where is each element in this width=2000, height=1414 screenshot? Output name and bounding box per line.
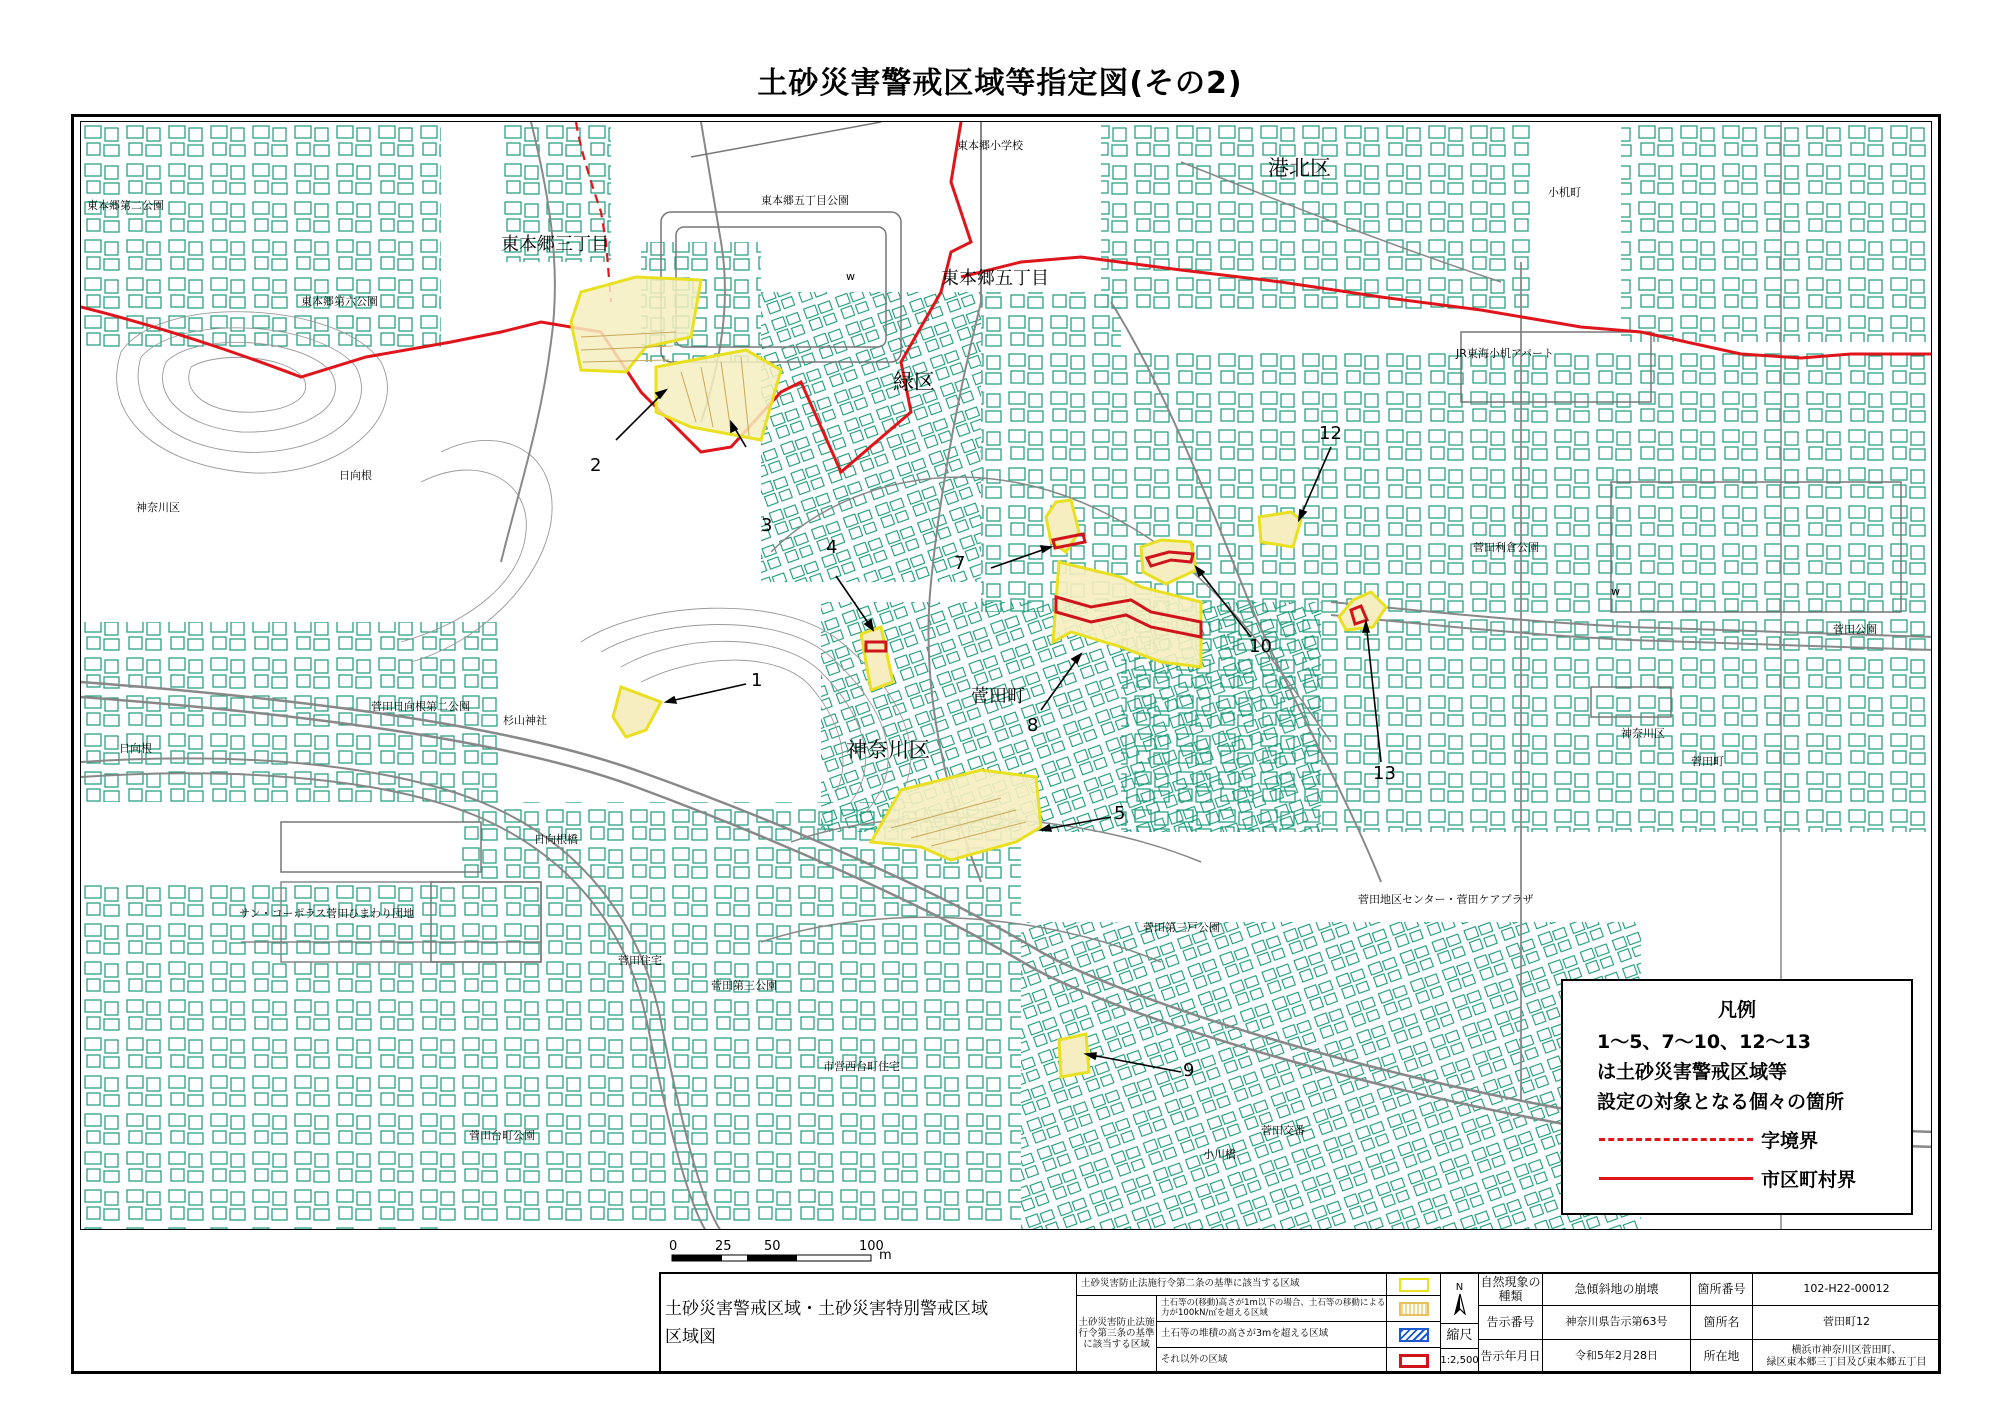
location-value: [1753, 1340, 1941, 1374]
scale-ratio: 1:2,500: [1441, 1349, 1479, 1374]
area-number-3: 3: [761, 515, 773, 536]
legend-solid-line-icon: [1599, 1177, 1753, 1180]
zone-9[interactable]: [1059, 1034, 1089, 1077]
criteria-row-2b: 土石等の堆積の高さが3mを超える区域: [1157, 1322, 1387, 1348]
area-number-8: 8: [1027, 715, 1039, 736]
legend-dashed-line-icon: [1599, 1138, 1753, 1141]
label-midori-ward: 緑区: [893, 370, 935, 394]
criteria-row-2c: それ以外の区域: [1157, 1348, 1387, 1374]
legend-title: 凡例: [1717, 999, 1756, 1021]
legend-line-1: 1〜5、7〜10、12〜13: [1597, 1031, 1811, 1053]
label-kohoku-ward: 港北区: [1268, 156, 1331, 180]
natural-phenomenon-value: 急傾斜地の崩壊: [1543, 1274, 1691, 1306]
zone-1[interactable]: [613, 687, 661, 737]
swatch-yellow-icon: [1399, 1278, 1429, 1292]
area-number-10: 10: [1249, 636, 1272, 657]
label-hinatane-1: 日向根: [339, 469, 372, 482]
label-sugeta-park-3to: 菅田第三戸公園: [1143, 921, 1220, 934]
label-sun-corporas: サン・コーポラス菅田ひまわり団地: [239, 907, 415, 920]
scale-tick-100: 100: [859, 1239, 884, 1254]
criteria-row-1: 土砂災害防止法施行令第二条の基準に該当する区域: [1077, 1274, 1387, 1296]
swatch-blue-cell: [1387, 1322, 1441, 1348]
label-sugeta-center: 菅田地区センター・菅田ケアプラザ: [1358, 893, 1534, 906]
area-number-5: 5: [1114, 803, 1126, 824]
location-line-1: 横浜市神奈川区菅田町、: [1791, 1345, 1902, 1356]
swatch-red-icon: [1399, 1354, 1429, 1368]
label-higashihongo-park-2: 東本郷第二公園: [87, 199, 164, 212]
label-sugeta-daimachi-park: 菅田台町公園: [469, 1129, 535, 1142]
label-nishidai-housing: 市営西台町住宅: [823, 1060, 900, 1073]
label-kanagawa-ward-3: 神奈川区: [1621, 727, 1665, 740]
area-number-9: 9: [1183, 1060, 1195, 1081]
site-name-label: 箇所名: [1691, 1306, 1753, 1340]
label-hinatane-bridge: 日向根橋: [534, 833, 578, 846]
area-number-1: 1: [751, 670, 763, 691]
area-number-4: 4: [826, 537, 838, 558]
criteria-row-2a: 土石等の(移動)高さが1m以下の場合、土石等の移動による力が100kN/㎡を超える区域: [1157, 1296, 1387, 1322]
title-block-main: [661, 1274, 1077, 1374]
label-higashihongo-school: 東本郷小学校: [957, 139, 1023, 152]
criteria-group-label: 土砂災害防止法施行令第三条の基準に該当する区域: [1077, 1296, 1157, 1374]
location-label: 所在地: [1691, 1340, 1753, 1374]
swatch-hatched-cell: [1387, 1296, 1441, 1322]
label-w-2: w: [1611, 585, 1620, 598]
label-kozukue-town: 小机町: [1548, 186, 1581, 199]
legend-line-3: 設定の対象となる個々の箇所: [1597, 1091, 1845, 1113]
area-number-2: 2: [590, 455, 602, 476]
label-sugeta-housing: 菅田住宅: [618, 954, 662, 967]
scale-unit: m: [879, 1248, 892, 1263]
notice-number-label: 告示番号: [1479, 1306, 1543, 1340]
north-label: N: [1455, 1281, 1464, 1293]
label-higashihongo-5chome: 東本郷五丁目: [941, 268, 1049, 289]
legend: [1561, 979, 1913, 1215]
scale-bar: [669, 1239, 892, 1263]
zone-12[interactable]: [1259, 512, 1301, 547]
notice-number-value: 神奈川県告示第63号: [1543, 1306, 1691, 1340]
label-sugeta-town-1: 菅田町: [971, 686, 1025, 707]
site-number-value: 102-H22-00012: [1753, 1274, 1941, 1306]
label-sugeta-town-2: 菅田町: [1691, 755, 1724, 768]
label-jr-apartment: JR東海小机アパート: [1456, 347, 1555, 360]
notice-date-label: 告示年月日: [1479, 1340, 1543, 1374]
swatch-yellow-cell: [1387, 1274, 1441, 1296]
site-name-value: 菅田町12: [1753, 1306, 1941, 1340]
title-block-main-2: 区域図: [665, 1326, 716, 1347]
label-hinatane-2: 日向根: [119, 742, 152, 755]
notice-date-value: 令和5年2月28日: [1543, 1340, 1691, 1374]
area-number-7: 7: [954, 553, 966, 574]
label-sugeta-park-3: 菅田第三公園: [711, 979, 777, 992]
scale-tick-50: 50: [764, 1239, 781, 1254]
area-number-12: 12: [1319, 423, 1342, 444]
label-sugeta-hinatane-park-2: 菅田日向根第二公園: [371, 700, 470, 713]
legend-item-ward-boundary: 字境界: [1761, 1130, 1819, 1152]
page-title: 土砂災害警戒区域等指定図(その2): [757, 66, 1243, 101]
north-arrow-cell: [1441, 1274, 1479, 1324]
site-number-label: 箇所番号: [1691, 1274, 1753, 1306]
scale-tick-25: 25: [715, 1239, 732, 1254]
scale-tick-0: 0: [669, 1239, 678, 1254]
label-sugeta-rikura-park: 菅田利倉公園: [1473, 541, 1539, 554]
north-arrow-icon: [1453, 1293, 1467, 1315]
title-block-main-1: 土砂災害警戒区域・土砂災害特別警戒区域: [665, 1299, 988, 1320]
label-sugiyama-shrine: 杉山神社: [503, 714, 547, 727]
swatch-hatched-icon: [1399, 1302, 1429, 1316]
label-ogawa-bridge: 小川橋: [1203, 1148, 1236, 1161]
scale-label: 縮尺: [1441, 1324, 1479, 1349]
label-sugeta-koban: 菅田交番: [1261, 1124, 1305, 1137]
location-line-2: 緑区東本郷三丁目及び東本郷五丁目: [1766, 1356, 1927, 1368]
label-higashihongo-3chome: 東本郷三丁目: [501, 234, 609, 255]
label-kanagawa-ward-1: 神奈川区: [136, 501, 180, 514]
area-number-13: 13: [1373, 763, 1396, 784]
label-kanagawa-ward-2: 神奈川区: [846, 738, 930, 762]
swatch-blue-hatch-icon: [1399, 1328, 1429, 1342]
label-higashihongo-park-6: 東本郷第六公園: [301, 295, 378, 308]
swatch-red-cell: [1387, 1348, 1441, 1374]
label-w-1: w: [846, 270, 855, 283]
label-higashihongo-5chome-park: 東本郷五丁目公園: [761, 194, 849, 207]
label-sugeta-park: 菅田公園: [1833, 623, 1877, 636]
title-block: [659, 1272, 1941, 1374]
natural-phenomenon-label: 自然現象の種類: [1479, 1274, 1543, 1306]
legend-item-municipal-boundary: 市区町村界: [1761, 1169, 1857, 1191]
legend-line-2: は土砂災害警戒区域等: [1597, 1061, 1788, 1083]
